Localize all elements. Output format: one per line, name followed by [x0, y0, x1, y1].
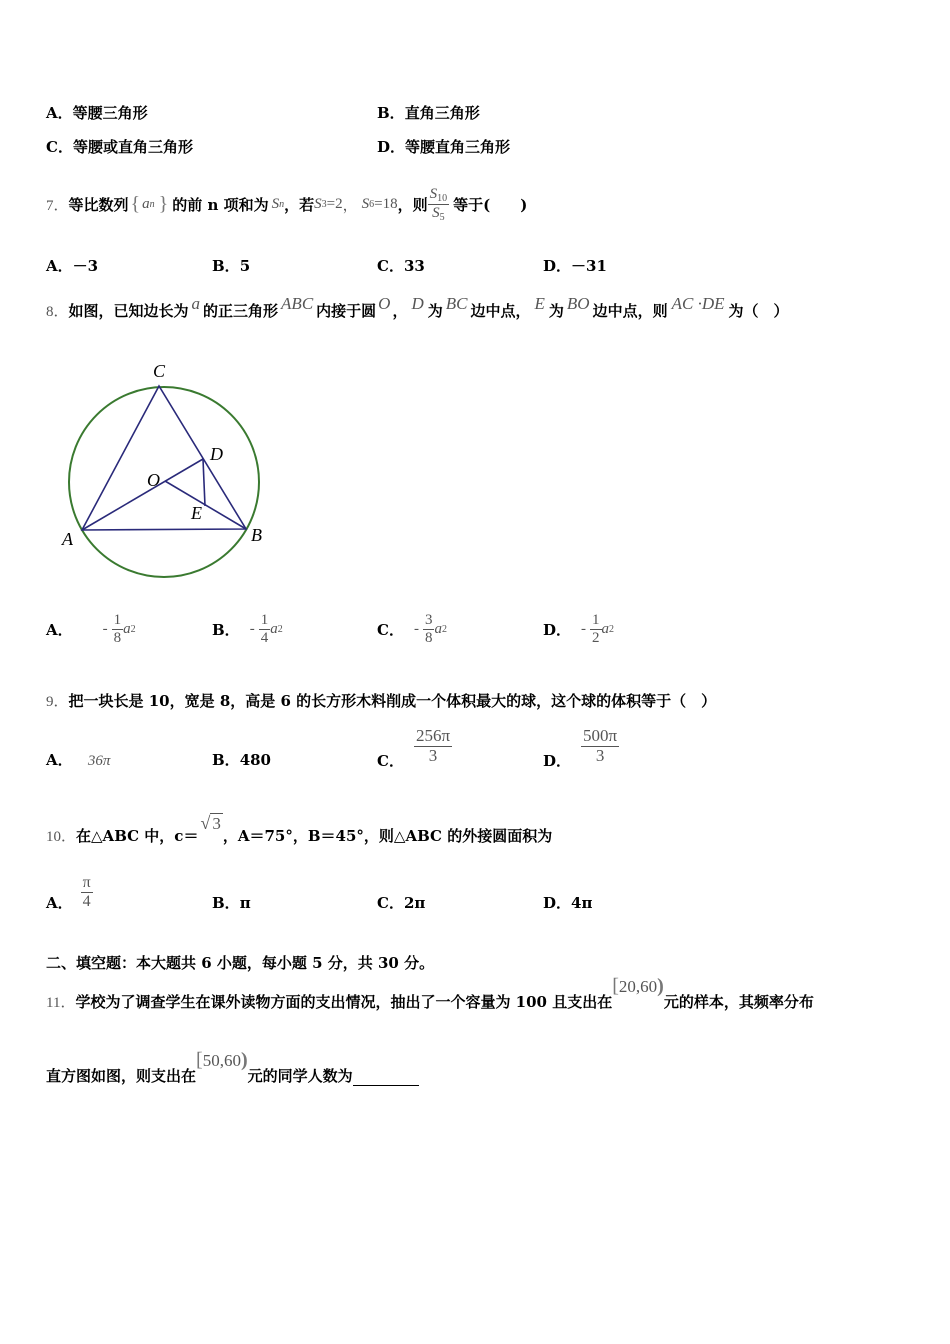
q8-option-c: C． - $\frac{3}{8}$ a 2 [377, 612, 447, 646]
q10-option-b: B．π [212, 894, 251, 912]
label-e: E [191, 503, 202, 523]
answer-blank[interactable] [353, 1071, 419, 1086]
q7-option-c: C．33 [377, 257, 425, 275]
question-8: 8． 如图，已知边长为 a 的正三角形 ABC 内接于圆 O ， D 为 BC 边中点， E 为 BO 边中点，则 AC ·DE 为（ ） [46, 294, 789, 320]
question-11-line-2: 直方图如图，则支出在 [50,60) 元的同学人数为 [46, 1046, 419, 1086]
q8-figure [55, 355, 275, 585]
q9-option-b: B．480 [212, 751, 271, 769]
q6-option-d: D．等腰直角三角形 [377, 138, 511, 156]
label-a: A [62, 529, 73, 549]
segment-de [203, 459, 205, 506]
q6-option-a: A．等腰三角形 [46, 104, 148, 122]
section-2-heading: 二、填空题：本大题共 6 小题，每小题 5 分，共 30 分。 [46, 954, 435, 972]
q9-option-a: A． 36π [46, 751, 111, 769]
q10-option-d: D．4π [543, 894, 593, 912]
q7-option-a: A．－3 [46, 257, 99, 275]
q9-option-c: C． $\frac{256\pi}{3}$ [377, 725, 451, 770]
q6-option-c: C．等腰或直角三角形 [46, 138, 193, 156]
q10-option-c: C．2π [377, 894, 426, 912]
question-7: 7． 等比数列 { a n } 的前 n 项和为 S n ，若 S 3 =2 ， S 6 =18 ，则 $\frac{S_{10}}{S_5}$ 等于( ) [46, 185, 528, 223]
question-9: 9．把一块长是 10，宽是 8，高是 6 的长方形木料削成一个体积最大的球，这个球的体积等于（ ） [46, 692, 717, 710]
q7-fraction: $\frac{S_{10}}{S_5}$ [429, 185, 448, 223]
q8-option-b: B． - $\frac{1}{4}$ a 2 [212, 612, 283, 646]
label-o: O [147, 470, 160, 490]
question-10: 10． 在△ABC 中，c＝ √ 3 ，A＝75°，B＝45°，则△ABC 的外接圆面积为 [46, 813, 553, 845]
q9-option-d: D． $\frac{500\pi}{3}$ [543, 725, 618, 770]
q7-option-b: B．5 [212, 257, 251, 275]
label-c: C [152, 361, 166, 381]
question-11-line-1: 11． 学校为了调查学生在课外读物方面的支出情况，抽出了一个容量为 100 且支出在 [20,60) 元的样本，其频率分布 [46, 975, 814, 1011]
q10-option-a: A． $\frac{\pi}{4}$ [46, 873, 91, 912]
label-d: D [210, 444, 223, 464]
label-b: B [251, 525, 262, 545]
q7-option-d: D．－31 [543, 257, 607, 275]
q6-option-b: B．直角三角形 [377, 104, 480, 122]
q8-option-d: D． - $\frac{1}{2}$ a 2 [543, 612, 615, 646]
q8-option-a: A． - $\frac{1}{8}$ a 2 [46, 612, 136, 646]
